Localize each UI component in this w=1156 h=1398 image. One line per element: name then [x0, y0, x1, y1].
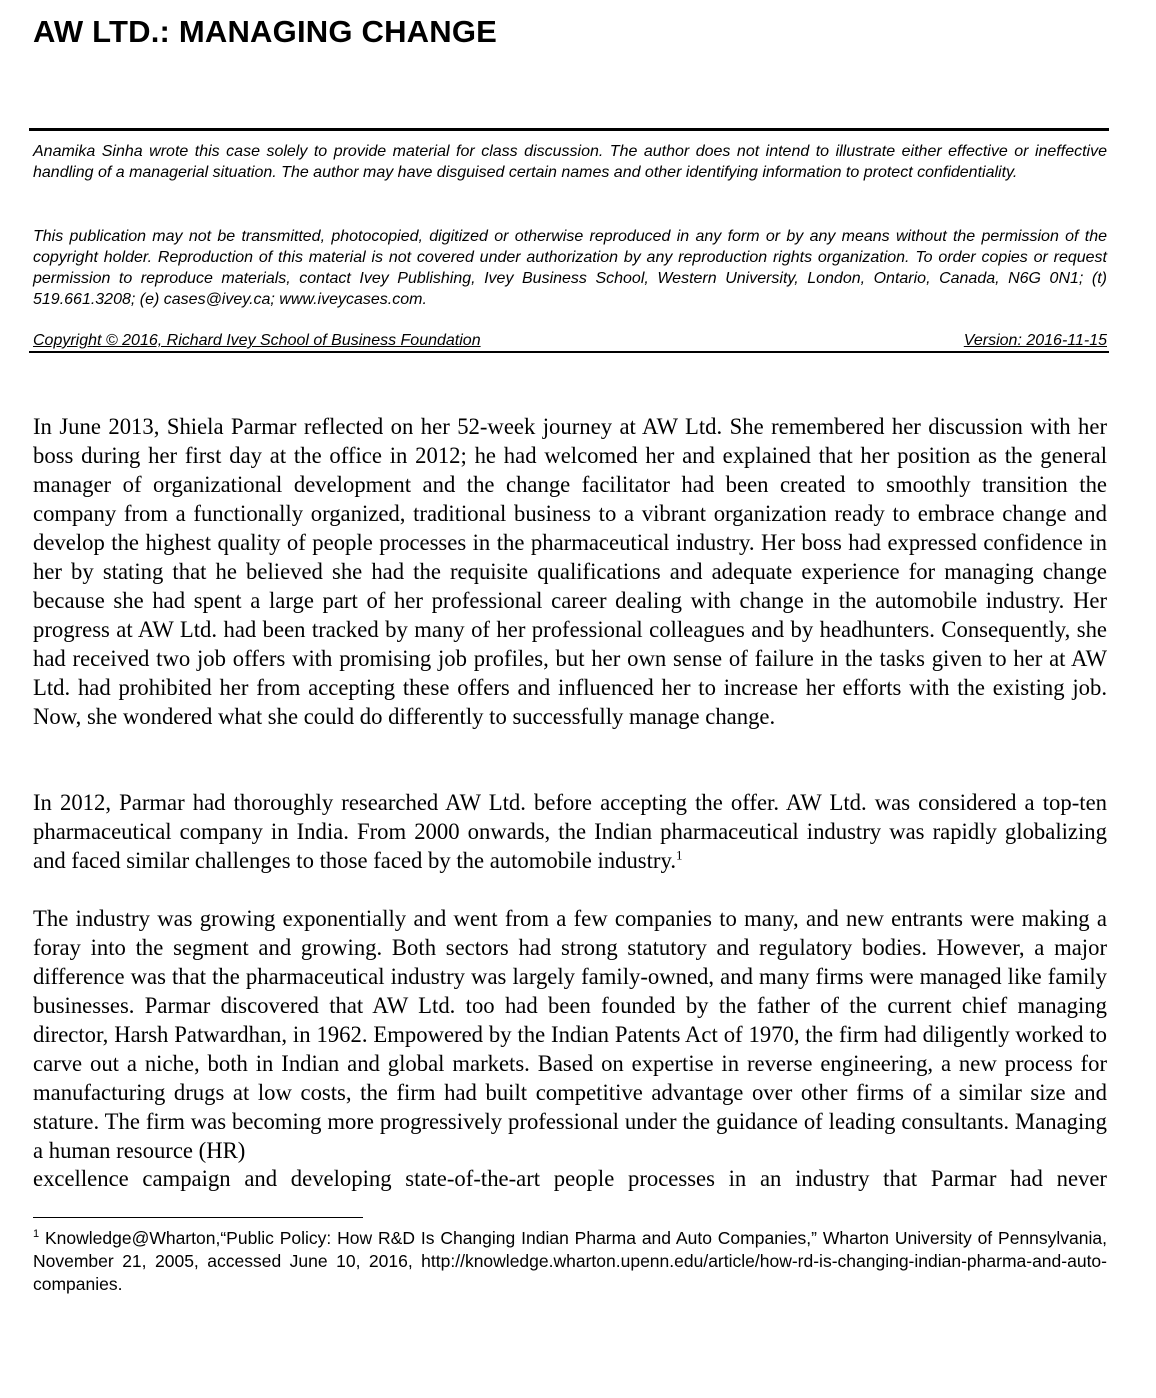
header-divider [29, 128, 1109, 131]
version-label: Version: 2016-11-15 [963, 332, 1107, 349]
body-paragraph-2-text: In 2012, Parmar had thoroughly researched AW Ltd. before accepting the offer. AW Ltd. was considered a top-ten pharmaceutical company in India. From 2000 onwards, the Indian pharmaceutical industry was rapidly globalizing and faced similar challenges to those faced by the automobile industry. [33, 790, 1107, 873]
footnote-text: Knowledge@Wharton,“Public Policy: How R&D Is Changing Indian Pharma and Auto Companies,” Wharton University of Pennsylvania, November 21, 2005, accessed June 10, 2016, http://knowledge.wharton.upenn.edu/article/how-rd-is-changing-indian-pharma-and-auto-companies. [33, 1228, 1107, 1294]
footnote-marker: 1 [33, 1228, 40, 1241]
authorship-disclaimer: Anamika Sinha wrote this case solely to provide material for class discussion. The author does not intend to illustrate either effective or ineffective handling of a managerial situation. The author may have disguised certain names and other identifying information to protect confidentiality. [33, 143, 1107, 181]
rights-disclaimer: This publication may not be transmitted, photocopied, digitized or otherwise reproduced in any form or by any means without the permission of the copyright holder. Reproduction of this material is not covered under authorization by any reproduction rights organization. To order copies or request permission to reproduce materials, contact Ivey Publishing, Ivey Business School, Western University, London, Ontario, Canada, N6G 0N1; (t) 519.661.3208; (e) cases@ivey.ca; www.iveycases.com. [33, 228, 1107, 308]
copyright-notice: Copyright © 2016, Richard Ivey School of Business Foundation [33, 332, 481, 349]
body-paragraph-3-continued: excellence campaign and developing state-of-the-art people processes in an industry that Parmar had never [33, 1166, 1107, 1191]
body-paragraph-2 [33, 788, 1107, 875]
footnote [33, 1227, 1107, 1296]
footnote-separator [33, 1217, 363, 1218]
body-paragraph-1: In June 2013, Shiela Parmar reflected on her 52-week journey at AW Ltd. She remembered her discussion with her boss during her first day at the office in 2012; he had welcomed her and explained that her position as the general manager of organizational development and the change facilitator had been created to smoothly transition the company from a functionally organized, traditional business to a vibrant organization ready to embrace change and develop the highest quality of people processes in the pharmaceutical industry. Her boss had expressed confidence in her by stating that he believed she had the requisite qualifications and adequate experience for managing change because she had spent a large part of her professional career dealing with change in the automobile industry. Her progress at AW Ltd. had been tracked by many of her professional colleagues and by headhunters. Consequently, she had received two job offers with promising job profiles, but her own sense of failure in the tasks given to her at AW Ltd. had prohibited her from accepting these offers and influenced her to increase her efforts with the existing job. Now, she wondered what she could do differently to successfully manage change. [33, 414, 1108, 729]
case-title: AW LTD.: MANAGING CHANGE [33, 14, 498, 49]
footnote-reference[interactable]: 1 [676, 847, 683, 863]
body-paragraph-3: The industry was growing exponentially and went from a few companies to many, and new entrants were making a foray into the segment and growing. Both sectors had strong statutory and regulatory bodies. However, a major difference was that the pharmaceutical industry was largely family-owned, and many firms were managed like family businesses. Parmar discovered that AW Ltd. too had been founded by the father of the current chief managing director, Harsh Patwardhan, in 1962. Empowered by the Indian Patents Act of 1970, the firm had diligently worked to carve out a niche, both in Indian and global markets. Based on expertise in reverse engineering, a new process for manufacturing drugs at low costs, the firm had built competitive advantage over other firms of a similar size and stature. The firm was becoming more progressively professional under the guidance of leading consultants. Managing a human resource (HR) [33, 906, 1107, 1163]
copyright-row [33, 330, 1107, 351]
disclaimer-divider [29, 351, 1109, 353]
